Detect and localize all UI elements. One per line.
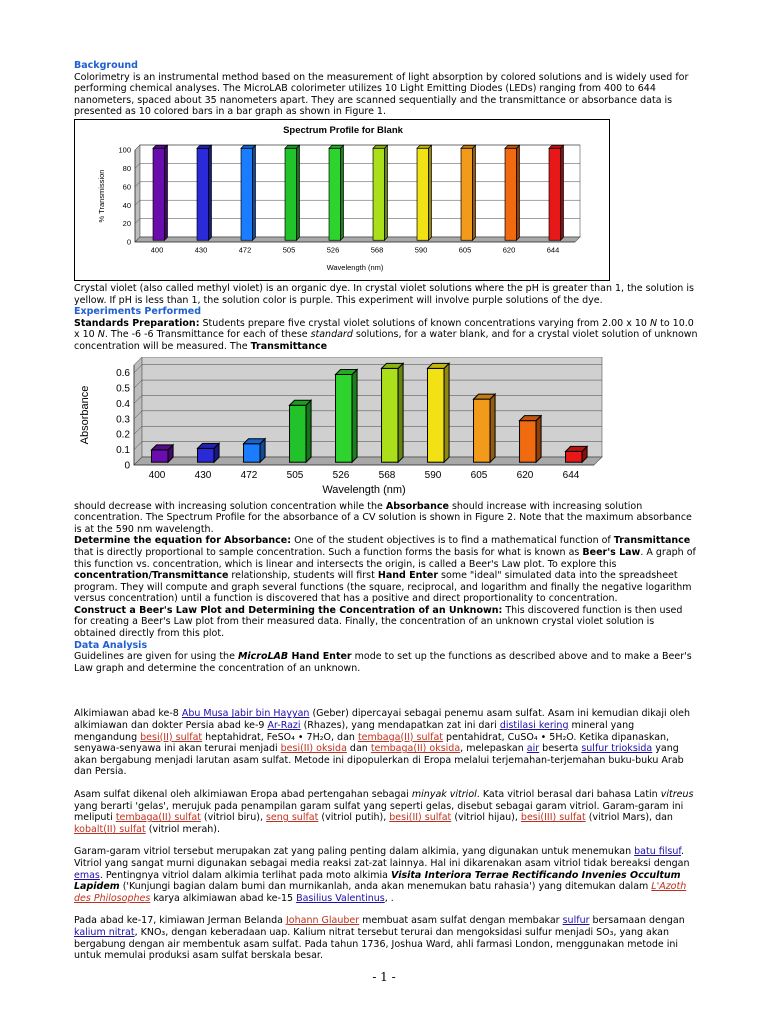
- p1-t5: heptahidrat, FeSO₄ • 7H₂O, dan: [202, 731, 358, 743]
- bar: [566, 451, 583, 462]
- determine-c: that is directly proportional to sample concentration. Such a function forms the basis for what is known as: [74, 546, 583, 558]
- da-c: Hand Enter: [288, 651, 352, 663]
- plot-side-wall: [134, 357, 142, 465]
- bar: [152, 449, 169, 461]
- p1-t3: (Rhazes), yang mendapatkan zat ini dari: [300, 720, 500, 732]
- p1-t4: mineral yang mengandung: [74, 720, 635, 743]
- p2-t7: (vitriol Mars), dan: [585, 812, 673, 824]
- p2-i1: minyak vitriol: [411, 789, 477, 800]
- indo-paragraph-4: [74, 915, 698, 961]
- link-kalium-nitrat[interactable]: kalium nitrat: [74, 926, 135, 938]
- determine-label: Determine the equation for Absorbance:: [74, 535, 292, 547]
- bar: [197, 148, 208, 240]
- determine-a: One of the student objectives is to find a mathematical function of: [291, 535, 614, 547]
- p4-t1: Pada abad ke-17, kimiawan Jerman Belanda: [74, 915, 286, 927]
- bar-side: [306, 400, 311, 462]
- bar-side: [384, 145, 387, 240]
- bar: [474, 399, 491, 462]
- p2-t3: yang berarti 'gelas', merujuk pada penampilan garam sulfat yang seperti gelas, disebut sebagai garam vitriol. Garam-garam ini meliputi: [74, 800, 684, 824]
- determine-f: concentration/Transmittance: [74, 570, 229, 582]
- link-tembaga-ii-sulfat[interactable]: tembaga(II) sulfat: [357, 731, 444, 743]
- link-ar-razi[interactable]: Ar-Razi: [267, 720, 301, 732]
- crystal-violet-paragraph: Crystal violet (also called methyl violet) is an organic dye. In crystal violet solutions where the pH is greater than 1, the solution is yellow. If pH is less than 1, the solution color is purple. This experiment will involve purple solutions of the dye.: [74, 282, 694, 306]
- link-tembaga-ii-oksida[interactable]: tembaga(II) oksida: [370, 743, 461, 755]
- da-a: Guidelines are given for using the: [74, 651, 238, 663]
- bar: [329, 148, 340, 240]
- link-seng-sulfat[interactable]: seng sulfat: [265, 812, 319, 824]
- y-tick-label: 0.3: [116, 413, 130, 425]
- p1-t2: (Geber) dipercayai sebagai penemu asam sulfat. Asam ini kemudian dikaji oleh alkimiawan dan dokter Persia abad ke-9: [74, 708, 690, 732]
- bar: [285, 148, 296, 240]
- document-page: [74, 60, 698, 962]
- x-tick-label: 472: [240, 469, 258, 481]
- bar: [241, 148, 252, 240]
- bar-top: [153, 145, 167, 148]
- y-tick-label: 0.2: [116, 429, 130, 441]
- bar-side: [472, 145, 475, 240]
- determine-d: Beer's Law: [582, 546, 641, 558]
- bar-top: [373, 145, 387, 148]
- x-tick-label: 568: [370, 245, 384, 255]
- data-analysis-heading: Data Analysis: [74, 639, 148, 651]
- y-axis-label: % Transmission: [97, 169, 106, 223]
- y-tick-label: 0: [126, 237, 131, 247]
- y-tick-label: 0: [124, 460, 130, 472]
- link-johann-glauber[interactable]: Johann Glauber: [286, 915, 360, 927]
- p2-i2: vitreus: [660, 789, 694, 800]
- p1-t7: dan: [346, 743, 371, 755]
- p3-t6: , .: [384, 892, 394, 904]
- x-tick-label: 620: [516, 469, 534, 481]
- standards-text-d: solutions, for a water blank, and for a crystal violet solution of unknown concentration will be measured. The: [74, 329, 698, 352]
- determine-b: Transmittance: [613, 535, 691, 547]
- chart-title: Spectrum Profile for Blank: [283, 124, 403, 136]
- p3-t1: Garam-garam vitriol tersebut merupakan zat yang paling penting dalam alkimia, yang digunakan untuk menemukan: [74, 846, 635, 858]
- bar: [153, 148, 164, 240]
- construct-text: This discovered function is then used for creating a Beer's Law plot from their measured data. Finally, the concentration of an unknown crystal violet solution is obtained directly from this plot.: [74, 604, 683, 640]
- x-tick-label: 505: [286, 469, 304, 481]
- bar-top: [329, 145, 343, 148]
- x-tick-label: 605: [458, 245, 472, 255]
- y-tick-label: 60: [122, 182, 131, 192]
- bar-side: [252, 145, 255, 240]
- p4-t4: , KNO₃, dengan keberadaan uap. Kalium nitrat tersebut terurai dan mengoksidasi sulfur menjadi SO₃, yang akan bergabung dengan air membentuk asam sulfat. Pada tahun 1736, Joshua Ward, ahli farmasi London, menggunakan metode ini untuk memulai produksi asam sulfat berskala besar.: [74, 926, 679, 962]
- p1-t10: yang akan bergabung menjadi larutan asam sulfat. Metode ini dipopulerkan di Eropa melalui terjemahan-terjemahan buku-buku Arab dan Persia.: [74, 743, 684, 778]
- standards-text-a: Students prepare five crystal violet solutions of known concentrations varying from 2.00 x 10: [199, 317, 647, 329]
- bar: [336, 374, 353, 462]
- data-analysis-paragraph: [74, 651, 698, 674]
- bar: [290, 405, 307, 462]
- p3-l3: L'Azoth des Philosophes: [74, 881, 687, 904]
- x-tick-label: 590: [424, 469, 442, 481]
- p3-t4: ('Kunjungi bagian dalam bumi dan murnikanlah, anda akan menemukan batu rahasia') yang ditemukan dalam: [119, 881, 652, 893]
- y-tick-label: 0.1: [116, 444, 130, 456]
- chart-1-svg: [75, 120, 609, 280]
- determine-e: . A graph of this function vs. concentration, which is linear and intersects the origin, is called a Beer's Law plot. To explore this: [74, 546, 696, 570]
- link-emas[interactable]: emas: [74, 869, 100, 881]
- standards-n2: N: [97, 329, 105, 341]
- background-paragraph: Colorimetry is an instrumental method based on the measurement of light absorption by colored solutions and is widely used for performing chemical analyses. The MicroLAB colorimeter utilizes 10 Light Emitting Diodes (LEDs) ranging from 400 to 644 nanometers, spaced about 35 nanometers apart. They are scanned sequentially and the transmittance or absorbance data is presented as 10 colored bars in a bar graph as shown in Figure 1.: [74, 71, 689, 118]
- bar: [244, 443, 261, 461]
- standards-italic: standard: [310, 329, 353, 341]
- standards-n1: N: [649, 317, 658, 329]
- x-tick-label: 605: [470, 469, 488, 481]
- link-sulfur-trioksida[interactable]: sulfur trioksida: [581, 743, 653, 755]
- bar-side: [296, 145, 299, 240]
- x-tick-label: 400: [148, 469, 166, 481]
- bar: [198, 448, 215, 462]
- da-b: MicroLAB: [237, 651, 289, 663]
- bar-side: [536, 415, 541, 462]
- standards-bold-end: Transmittance: [250, 340, 328, 352]
- link-air[interactable]: air: [526, 743, 540, 755]
- chart-2-svg: [74, 357, 608, 497]
- link-besi-iii-sulfat[interactable]: besi(III) sulfat: [520, 812, 586, 824]
- indo-paragraph-1: [74, 708, 698, 778]
- p1-t1: Alkimiawan abad ke-8: [74, 708, 182, 720]
- p2-t6: (vitriol hijau),: [451, 812, 521, 824]
- bar-side: [208, 145, 211, 240]
- p3-t3: . Pentingnya vitriol dalam alkimia terlihat pada moto alkimia: [99, 869, 392, 881]
- x-tick-label: 644: [562, 469, 580, 481]
- link-tembaga-ii-sulfat-2[interactable]: tembaga(II) sulfat: [115, 812, 201, 824]
- y-tick-label: 0.5: [116, 383, 130, 395]
- p2-t4: (vitriol biru),: [200, 812, 266, 824]
- construct-paragraph: [74, 605, 698, 640]
- bar-side: [164, 145, 167, 240]
- bar-side: [490, 394, 495, 462]
- after-fig-a: should decrease with increasing solution concentration while the: [74, 500, 386, 512]
- p4-t3: bersamaan dengan: [589, 915, 685, 927]
- x-tick-label: 526: [326, 245, 340, 255]
- link-besi-ii-sulfat[interactable]: besi(II) sulfat: [140, 731, 203, 743]
- p2-t8: (vitriol merah).: [145, 823, 221, 835]
- bar: [417, 148, 428, 240]
- y-tick-label: 40: [122, 200, 131, 210]
- x-tick-label: 472: [238, 245, 252, 255]
- bar: [549, 148, 560, 240]
- bar-side: [516, 145, 519, 240]
- p3-t5: karya alkimiawan abad ke-15: [150, 892, 297, 904]
- after-figure-paragraph: [74, 501, 698, 536]
- after-fig-b: should increase with increasing solution concentration. The Spectrum Profile for the absorbance of a CV solution is shown in Figure 2. Note that the maximum absorbance is at the 590 nm wavelength.: [74, 500, 692, 535]
- indo-paragraph-3: [74, 846, 698, 904]
- link-batu-filsuf[interactable]: batu filsuf: [634, 846, 682, 858]
- p1-t9: beserta: [539, 743, 582, 755]
- x-tick-label: 620: [502, 245, 516, 255]
- x-tick-label: 505: [282, 245, 296, 255]
- bar: [461, 148, 472, 240]
- p1-t6: pentahidrat, CuSO₄ • 5H₂O. Ketika dipanaskan, senyawa-senyawa ini akan terurai menjadi: [74, 731, 670, 755]
- y-axis-label: Absorbance: [79, 385, 91, 444]
- y-tick-label: 20: [122, 219, 131, 229]
- bar: [520, 420, 537, 462]
- x-tick-label: 430: [194, 469, 212, 481]
- bar-side: [340, 145, 343, 240]
- plot-side-wall: [135, 145, 140, 242]
- p2-t5: (vitriol putih),: [318, 812, 390, 824]
- determine-h: Hand Enter: [377, 570, 439, 582]
- bar-top: [549, 145, 563, 148]
- y-tick-label: 100: [118, 145, 131, 155]
- bar: [373, 148, 384, 240]
- determine-g: relationship, students will first: [228, 570, 378, 582]
- figure-2-absorbance: [74, 357, 608, 497]
- link-besi-ii-sulfat-2[interactable]: besi(II) sulfat: [389, 812, 452, 824]
- x-axis-label: Wavelength (nm): [322, 483, 406, 496]
- link-besi-ii-oksida[interactable]: besi(II) oksida: [280, 743, 347, 755]
- p3-motto: Visita Interiora Terrae Rectificando Invenies Occultum Lapidem: [74, 869, 681, 893]
- y-tick-label: 0.6: [116, 367, 130, 379]
- x-tick-label: 526: [332, 469, 350, 481]
- x-tick-label: 400: [150, 245, 164, 255]
- link-basilius-valentinus[interactable]: Basilius Valentinus: [296, 892, 385, 904]
- bar: [382, 368, 399, 462]
- experiments-heading: Experiments Performed: [74, 306, 201, 318]
- figure-1-spectrum-blank: [74, 119, 610, 281]
- determine-paragraph: [74, 535, 698, 605]
- x-tick-label: 644: [546, 245, 560, 255]
- background-heading: Background: [74, 60, 138, 71]
- link-sulfur[interactable]: sulfur: [562, 915, 590, 927]
- bar-side: [352, 369, 357, 462]
- standards-text-c: . The -6 -6 Transmittance for each of these: [104, 329, 311, 341]
- bar-top: [461, 145, 475, 148]
- bar: [428, 368, 445, 462]
- standards-paragraph: [74, 318, 698, 353]
- da-d: mode to set up the functions as described above and to make a Beer's Law graph and determine the concentration of an unknown.: [74, 651, 692, 674]
- link-abu-musa[interactable]: Abu Musa Jabir bin Hayyan: [181, 708, 310, 720]
- bar-side: [398, 363, 403, 462]
- x-tick-label: 430: [194, 245, 208, 255]
- bar: [505, 148, 516, 240]
- p4-t2: membuat asam sulfat dengan membakar: [359, 915, 563, 927]
- bar-top: [197, 145, 211, 148]
- y-tick-label: 0.4: [116, 398, 130, 410]
- p2-t1: Asam sulfat dikenal oleh alkimiawan Eropa abad pertengahan sebagai: [74, 789, 412, 800]
- p2-t2: . Kata vitriol berasal dari bahasa Latin: [476, 789, 661, 800]
- bar-top: [285, 145, 299, 148]
- bar-top: [417, 145, 431, 148]
- construct-label: Construct a Beer's Law Plot and Determining the Concentration of an Unknown:: [74, 604, 503, 616]
- y-tick-label: 80: [122, 163, 131, 173]
- x-tick-label: 568: [378, 469, 396, 481]
- after-fig-bold: Absorbance: [385, 500, 449, 512]
- bar-side: [444, 363, 449, 462]
- link-distilasi-kering[interactable]: distilasi kering: [499, 720, 569, 732]
- bar-side: [428, 145, 431, 240]
- standards-text-b: to 10.0 x 10: [74, 317, 694, 341]
- indo-paragraph-2: [74, 789, 698, 835]
- link-kobalt-ii-sulfat[interactable]: kobalt(II) sulfat: [74, 823, 146, 835]
- p1-t8: , melepaskan: [460, 743, 527, 755]
- bar-side: [560, 145, 563, 240]
- x-axis-label: Wavelength (nm): [326, 262, 384, 272]
- bar-top: [241, 145, 255, 148]
- x-tick-label: 590: [414, 245, 428, 255]
- standards-label: Standards Preparation:: [74, 317, 200, 329]
- p3-t2: . Vitriol yang sangat murni digunakan sebagai media reaksi zat-zat lainnya. Hal ini dikarenakan asam vitriol tidak bereaksi dengan: [74, 846, 690, 869]
- bar-top: [505, 145, 519, 148]
- determine-i: some "ideal" simulated data into the spreadsheet program. They will compute and graph several functions (the square, reciprocal, and logarithm and finally the negative logarithm versus concentration) until a function is discovered that has a positive and direct proportionality to concentration.: [74, 570, 692, 605]
- page-number: - 1 -: [372, 970, 396, 984]
